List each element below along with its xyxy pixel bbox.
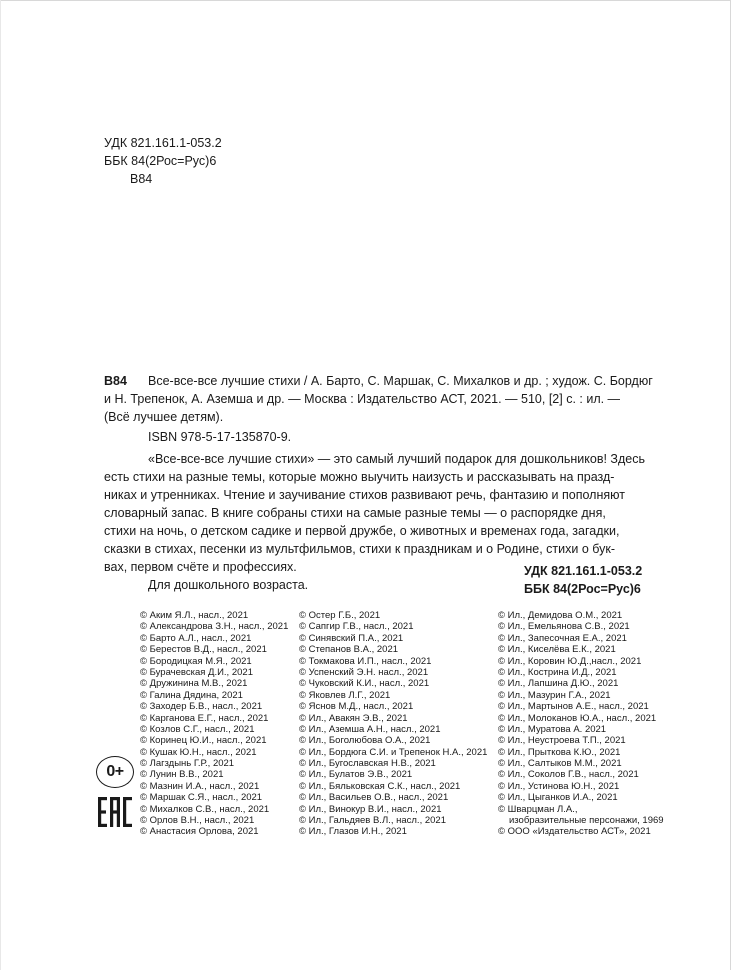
copyright-column-3: [498, 610, 664, 838]
copyright-line: © Ил., Боголюбова О.А., 2021: [299, 735, 431, 747]
copyright-line: © Ил., Неустроева Т.П., 2021: [498, 735, 626, 747]
copyright-line: © Ил., Прыткова К.Ю., 2021: [498, 746, 621, 758]
copyright-line: © Орлов В.Н., насл., 2021: [140, 815, 255, 827]
annotation-line-4: словарный запас. В книге собраны стихи на самые разные темы — о распорядке дня,: [104, 506, 606, 520]
copyright-line: © Ил., Васильев О.В., насл., 2021: [299, 792, 449, 804]
page-edge-left: [0, 0, 1, 970]
copyright-line: изобразительные персонажи, 1969: [509, 815, 664, 827]
copyright-line: © Яковлев Л.Г., 2021: [299, 689, 391, 701]
copyright-line: © Синявский П.А., 2021: [299, 632, 404, 644]
copyright-line: © Степанов В.А., 2021: [299, 644, 399, 656]
bbk-code: ББК 84(2Рос=Рус)6: [104, 154, 217, 168]
copyright-line: © Ил., Устинова Ю.Н., 2021: [498, 780, 620, 792]
copyright-line: © Лагздынь Г.Р., 2021: [140, 758, 235, 770]
classification-codes-bold: [524, 562, 642, 598]
copyright-line: © Анастасия Орлова, 2021: [140, 826, 259, 838]
copyright-line: © Ил., Глазов И.Н., 2021: [299, 826, 407, 838]
copyright-line: © Карганова Е.Г., насл., 2021: [140, 712, 269, 724]
copyright-line: © Ил., Емельянова С.В., 2021: [498, 621, 630, 633]
copyright-column-1: [140, 610, 288, 838]
copyright-line: © Ил., Коровин Ю.Д.,насл., 2021: [498, 655, 642, 667]
copyright-line: © Ил., Запесочная Е.А., 2021: [498, 632, 627, 644]
bib-line-1: Все-все-все лучшие стихи / А. Барто, С. Маршак, С. Михалков и др. ; худож. С. Бордюг: [148, 374, 653, 388]
copyright-line: © Ил., Молоканов Ю.А., насл., 2021: [498, 712, 657, 724]
copyright-line: © Александрова З.Н., насл., 2021: [140, 621, 289, 633]
copyright-line: © Барто А.Л., насл., 2021: [140, 632, 252, 644]
copyright-line: © Ил., Булатов Э.В., 2021: [299, 769, 413, 781]
copyright-line: © Ил., Мазурин Г.А., 2021: [498, 689, 611, 701]
annotation-line-5: стихи на ночь, о детском садике и первой дружбе, о животных и временах года, загадки,: [104, 524, 620, 538]
copyright-line: © Шварцман Л.А.,: [498, 803, 578, 815]
eac-mark-icon: [98, 797, 132, 827]
copyright-line: © Заходер Б.В., насл., 2021: [140, 701, 263, 713]
copyright-line: © Бородицкая М.Я., 2021: [140, 655, 252, 667]
copyright-line: © Бурачевская Д.И., 2021: [140, 666, 253, 678]
annotation-line-7: вах, первом счёте и профессиях.: [104, 560, 297, 574]
copyright-line: © Ил., Лапшина Д.Ю., 2021: [498, 678, 619, 690]
copyright-line: © Ил., Кострина И.Д., 2021: [498, 666, 617, 678]
copyright-line: © Ил., Винокур В.И., насл., 2021: [299, 803, 442, 815]
author-mark-bold: В84: [104, 374, 127, 388]
copyright-column-2: [299, 610, 487, 838]
copyright-line: © Коринец Ю.И., насл., 2021: [140, 735, 267, 747]
copyright-line: © Токмакова И.П., насл., 2021: [299, 655, 432, 667]
copyright-line: © Ил., Авакян Э.В., 2021: [299, 712, 408, 724]
bib-line-3: (Всё лучшее детям).: [104, 410, 224, 424]
copyright-line: © Чуковский К.И., насл., 2021: [299, 678, 430, 690]
copyright-line: © Ил., Гальдяев В.Л., насл., 2021: [299, 815, 446, 827]
copyright-line: © Успенский Э.Н. насл., 2021: [299, 666, 429, 678]
copyright-line: © Ил., Мартынов А.Е., насл., 2021: [498, 701, 649, 713]
copyright-line: © Галина Дядина, 2021: [140, 689, 243, 701]
copyright-line: © Яснов М.Д., насл., 2021: [299, 701, 414, 713]
copyright-line: © Аким Я.Л., насл., 2021: [140, 610, 249, 621]
copyright-line: © Маршак С.Я., насл., 2021: [140, 792, 263, 804]
copyright-line: © Ил., Муратова А. 2021: [498, 723, 607, 735]
copyright-line: © Остер Г.Б., 2021: [299, 610, 381, 621]
bbk-code-bold: ББК 84(2Рос=Рус)6: [524, 582, 641, 596]
copyright-line: © Кушак Ю.Н., насл., 2021: [140, 746, 257, 758]
copyright-line: © Козлов С.Г., насл., 2021: [140, 723, 255, 735]
page-edge: [0, 0, 731, 1]
bibliographic-record: [104, 372, 664, 594]
udk-code-bold: УДК 821.161.1-053.2: [524, 564, 643, 578]
copyright-line: © Михалков С.В., насл., 2021: [140, 803, 270, 815]
age-recommendation: Для дошкольного возраста.: [148, 578, 309, 592]
classification-codes-top: [104, 134, 222, 188]
annotation-line-1: «Все-все-все лучшие стихи» — это самый лучший подарок для дошкольников! Здесь: [148, 452, 645, 466]
copyright-line: © ООО «Издательство АСТ», 2021: [498, 826, 651, 838]
bib-line-2: и Н. Трепенок, А. Аземша и др. — Москва : Издательство АСТ, 2021. — 510, [2] с. : ил. —: [104, 392, 621, 406]
copyright-line: © Ил., Бяльковская С.К., насл., 2021: [299, 780, 461, 792]
copyright-line: © Ил., Цыганков И.А., 2021: [498, 792, 618, 804]
copyright-line: © Ил., Демидова О.М., 2021: [498, 610, 623, 621]
copyright-line: © Дружинина М.В., 2021: [140, 678, 248, 690]
annotation-line-3: никах и утренниках. Чтение и заучивание стихов развивают речь, фантазию и пополняют: [104, 488, 625, 502]
author-mark: В84: [130, 172, 153, 186]
copyright-line: © Мазнин И.А., насл., 2021: [140, 780, 260, 792]
copyright-line: © Ил., Бордюга С.И. и Трепенок Н.А., 2021: [299, 746, 488, 758]
copyright-line: © Ил., Соколов Г.В., насл., 2021: [498, 769, 639, 781]
copyright-line: © Лунин В.В., 2021: [140, 769, 224, 781]
annotation-line-6: сказки в стихах, песенки из мультфильмов, стихи к праздникам и о Родине, стихи о бук-: [104, 542, 616, 556]
copyright-line: © Сапгир Г.В., насл., 2021: [299, 621, 414, 633]
copyright-line: © Ил., Салтыков М.М., 2021: [498, 758, 622, 770]
copyright-line: © Берестов В.Д., насл., 2021: [140, 644, 267, 656]
copyright-line: © Ил., Бугославская Н.В., 2021: [299, 758, 436, 770]
udk-code: УДК 821.161.1-053.2: [104, 136, 222, 150]
age-rating-badge: 0+: [96, 756, 134, 788]
copyright-line: © Ил., Аземша А.Н., насл., 2021: [299, 723, 441, 735]
annotation-line-2: есть стихи на разные темы, которые можно выучить наизусть и рассказывать на празд-: [104, 470, 615, 484]
copyright-line: © Ил., Киселёва Е.К., 2021: [498, 644, 616, 656]
isbn: ISBN 978-5-17-135870-9.: [148, 430, 292, 444]
